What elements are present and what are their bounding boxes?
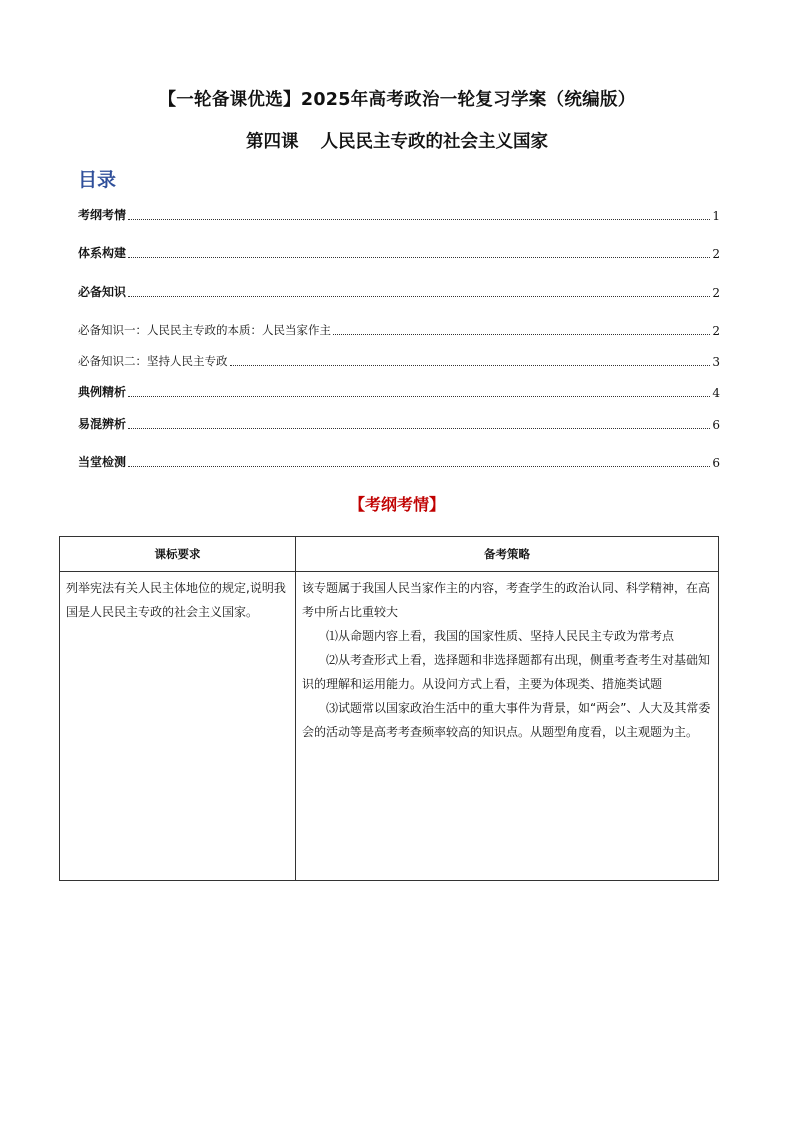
strategy-point-2: ⑵从考查形式上看，选择题和非选择题都有出现，侧重考查考生对基础知识的理解和运用能力。从设问方式上看，主要为体现类、措施类试题 bbox=[302, 653, 711, 691]
toc-item-page: 3 bbox=[712, 355, 720, 369]
toc-item-page: 1 bbox=[712, 209, 720, 223]
toc-item-label: 体系构建 bbox=[78, 246, 127, 260]
column-header-strategy: 备考策略 bbox=[296, 537, 719, 572]
strategy-point-3: ⑶试题常以国家政治生活中的重大事件为背景，如“两会”、人大及其常委会的活动等是高考考查频率较高的知识点。从题型角度看，以主观题为主。 bbox=[302, 701, 711, 739]
strategy-point-1: ⑴从命题内容上看，我国的国家性质、坚持人民民主专政为常考点 bbox=[326, 629, 675, 643]
lesson-title bbox=[0, 128, 794, 153]
toc-leader bbox=[128, 257, 710, 258]
toc-item-label: 必备知识 bbox=[78, 285, 127, 299]
toc-item[interactable] bbox=[78, 245, 720, 261]
table-row bbox=[60, 572, 719, 881]
toc-item[interactable] bbox=[78, 284, 720, 300]
toc-item-page: 6 bbox=[712, 418, 720, 432]
toc-leader bbox=[128, 219, 710, 220]
toc-item-label: 必备知识一：人民民主专政的本质：人民当家作主 bbox=[78, 323, 331, 337]
toc-leader bbox=[128, 466, 710, 467]
lesson-number: 第四课 bbox=[246, 132, 299, 152]
toc-leader bbox=[128, 296, 710, 297]
toc-item-label: 考纲考情 bbox=[78, 208, 127, 222]
requirement-cell bbox=[60, 572, 296, 881]
toc-item-label: 当堂检测 bbox=[78, 455, 127, 469]
toc-item-page: 2 bbox=[712, 286, 720, 300]
requirement-text: 列举宪法有关人民主体地位的规定,说明我国是人民民主专政的社会主义国家。 bbox=[66, 581, 286, 619]
toc-item-label: 典例精析 bbox=[78, 385, 127, 399]
toc-item-page: 2 bbox=[712, 247, 720, 261]
toc-item-page: 2 bbox=[712, 324, 720, 338]
toc-heading: 目录 bbox=[78, 169, 117, 191]
toc-item[interactable] bbox=[78, 207, 720, 223]
toc-leader bbox=[128, 396, 710, 397]
toc-item-label: 必备知识二：坚持人民主专政 bbox=[78, 354, 228, 368]
toc-item[interactable] bbox=[78, 454, 720, 470]
exam-outline-table bbox=[59, 536, 719, 881]
toc-item[interactable] bbox=[78, 416, 720, 432]
column-header-requirement: 课标要求 bbox=[60, 537, 296, 572]
toc-leader bbox=[333, 334, 710, 335]
toc-item[interactable] bbox=[78, 384, 720, 400]
table-header-row bbox=[60, 537, 719, 572]
toc-item[interactable] bbox=[78, 322, 720, 338]
toc-leader bbox=[230, 365, 711, 366]
toc-item-page: 4 bbox=[712, 386, 720, 400]
toc-item-label: 易混辨析 bbox=[78, 417, 127, 431]
document-title: 【一轮备课优选】2025年高考政治一轮复习学案（统编版） bbox=[158, 90, 636, 110]
toc-leader bbox=[128, 428, 710, 429]
lesson-name: 人民民主专政的社会主义国家 bbox=[320, 132, 548, 152]
section-title: 【考纲考情】 bbox=[348, 495, 445, 514]
toc-item[interactable] bbox=[78, 353, 720, 369]
strategy-cell bbox=[296, 572, 719, 881]
strategy-intro: 该专题属于我国人民当家作主的内容，考查学生的政治认同、科学精神，在高考中所占比重较大 bbox=[302, 581, 711, 619]
toc-item-page: 6 bbox=[712, 456, 720, 470]
